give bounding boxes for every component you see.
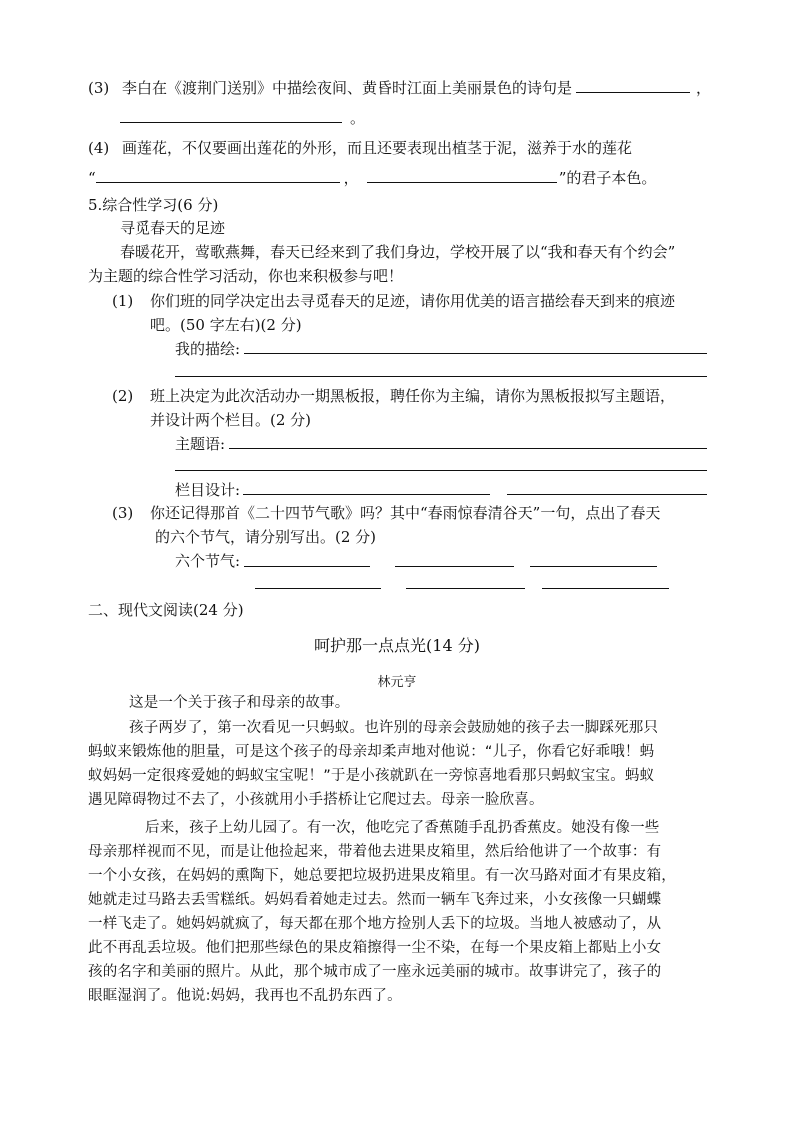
- s5-q2-label-columns: 栏目设计:: [175, 481, 241, 499]
- q4-open-quote: “: [88, 169, 96, 187]
- solar-term-blank-4[interactable]: [255, 588, 381, 589]
- paragraph-line: 眼眶湿润了。他说:妈妈，我再也不乱扔东西了。: [88, 988, 402, 1004]
- solar-term-blank-5[interactable]: [406, 588, 525, 589]
- q3-number: (3): [88, 79, 110, 97]
- s5-q2-number: (2): [112, 387, 134, 405]
- q4-line1: [88, 138, 632, 158]
- section5-intro-line2: 为主题的综合性学习活动，你也来积极参与吧！: [88, 267, 404, 285]
- paragraph-line: 此不再乱丢垃圾。他们把那些绿色的果皮箱擦得一尘不染，在每一个果皮箱上都贴上小女: [88, 940, 662, 956]
- s5-q1-answer-line-2[interactable]: [175, 376, 707, 377]
- q4-tail: ”的君子本色。: [558, 169, 657, 187]
- s5-q2-label-theme: 主题语:: [175, 435, 226, 453]
- q4-comma: ，: [343, 169, 359, 187]
- part2-heading: 二、现代文阅读(24 分): [88, 601, 244, 619]
- q3-line1: [88, 78, 711, 98]
- paragraph-line: 蚂蚁来锻炼他的胆量，可是这个孩子的母亲却柔声地对他说：“儿子，你看它好乖哦！蚂: [88, 744, 655, 760]
- paragraph-line: 她就走过马路去丢雪糕纸。妈妈看着她走过去。然而一辆车飞奔过来，小女孩像一只蝴蝶: [88, 892, 662, 908]
- paragraph-line: 后来，孩子上幼儿园了。有一次，他吃完了香蕉随手乱扔香蕉皮。她没有像一些: [145, 820, 660, 836]
- section5-subtitle: 寻觅春天的足迹: [120, 219, 226, 237]
- s5-q3-number: (3): [112, 504, 134, 522]
- s5-q1-number: (1): [112, 292, 134, 310]
- q3-text: 李白在《渡荆门送别》中描绘夜间、黄昏时江面上美丽景色的诗句是: [122, 79, 573, 97]
- s5-q2-column-line-1[interactable]: [243, 494, 490, 495]
- q3-answer-blank-1[interactable]: [576, 78, 690, 93]
- s5-q2-theme-line-1[interactable]: [229, 448, 707, 449]
- q4-number: (4): [88, 139, 110, 157]
- solar-term-blank-3[interactable]: [530, 566, 657, 567]
- q4-text: 画莲花，不仅要画出莲花的外形，而且还要表现出植茎于泥，滋养于水的莲花: [122, 139, 633, 157]
- solar-term-blank-6[interactable]: [542, 588, 669, 589]
- q4-answer-blank-2[interactable]: [367, 168, 557, 183]
- q3-comma: ，: [696, 79, 712, 97]
- paragraph-line: 孩的名字和美丽的照片。从此，那个城市成了一座永远美丽的城市。故事讲完了，孩子的: [88, 964, 662, 980]
- s5-q2-column-line-2[interactable]: [507, 494, 707, 495]
- q3-period: 。: [350, 109, 366, 127]
- paragraph-line: 蚁妈妈一定很疼爱她的蚂蚁宝宝呢！”于是小孩就趴在一旁惊喜地看那只蚂蚁宝宝。蚂蚁: [88, 768, 655, 784]
- paragraph-line: 母亲那样视而不见，而是让他捡起来，带着他去进果皮箱里，然后给他讲了一个故事：有: [88, 844, 662, 860]
- s5-q2-text-line2: 并设计两个栏目。(2 分): [150, 411, 312, 429]
- paragraph-line: 孩子两岁了，第一次看见一只蚂蚁。也许别的母亲会鼓励她的孩子去一脚踩死那只: [129, 720, 659, 736]
- article-title: 呵护那一点点光(14 分): [314, 636, 480, 655]
- q4-answer-blank-1[interactable]: [96, 168, 340, 183]
- solar-term-blank-1[interactable]: [244, 566, 370, 567]
- paragraph-line: 遇见障碍物过不去了，小孩就用小手搭桥让它爬过去。母亲一脸欣喜。: [88, 792, 544, 808]
- s5-q3-text-line2: 的六个节气，请分别写出。(2 分): [155, 528, 377, 546]
- solar-term-blank-2[interactable]: [395, 566, 514, 567]
- s5-q3-text-line1: 你还记得那首《二十四节气歌》吗？其中“春雨惊春清谷天”一句，点出了春天: [150, 504, 661, 522]
- q3-line2: [120, 108, 365, 128]
- paragraph-line: 一个小女孩，在妈妈的熏陶下，她总要把垃圾扔进果皮箱里。有一次马路对面才有果皮箱，: [88, 868, 676, 884]
- s5-q1-text-line1: 你们班的同学决定出去寻觅春天的足迹，请你用优美的语言描绘春天到来的痕迹: [150, 292, 676, 310]
- s5-q1-answer-line-1[interactable]: [244, 353, 707, 354]
- s5-q3-label: 六个节气:: [175, 552, 241, 570]
- s5-q2-text-line1: 班上决定为此次活动办一期黑板报，聘任你为主编，请你为黑板报拟写主题语，: [150, 387, 676, 405]
- section5-heading: 5.综合性学习(6 分): [88, 196, 219, 214]
- article-author: 林元亨: [377, 675, 417, 690]
- s5-q1-label: 我的描绘:: [175, 340, 241, 358]
- section5-intro-line1: 春暖花开，莺歌燕舞，春天已经来到了我们身边，学校开展了以“我和春天有个约会”: [120, 243, 676, 261]
- paragraph-line: 一样飞走了。她妈妈就疯了，每天都在那个地方捡别人丢下的垃圾。当地人被感动了，从: [88, 916, 662, 932]
- s5-q2-theme-line-2[interactable]: [175, 470, 707, 471]
- q4-line2: [88, 168, 656, 188]
- s5-q1-text-line2: 吧。(50 字左右)(2 分): [150, 316, 302, 334]
- q3-answer-blank-2[interactable]: [120, 108, 342, 123]
- paragraph-line: 这是一个关于孩子和母亲的故事。: [129, 695, 350, 711]
